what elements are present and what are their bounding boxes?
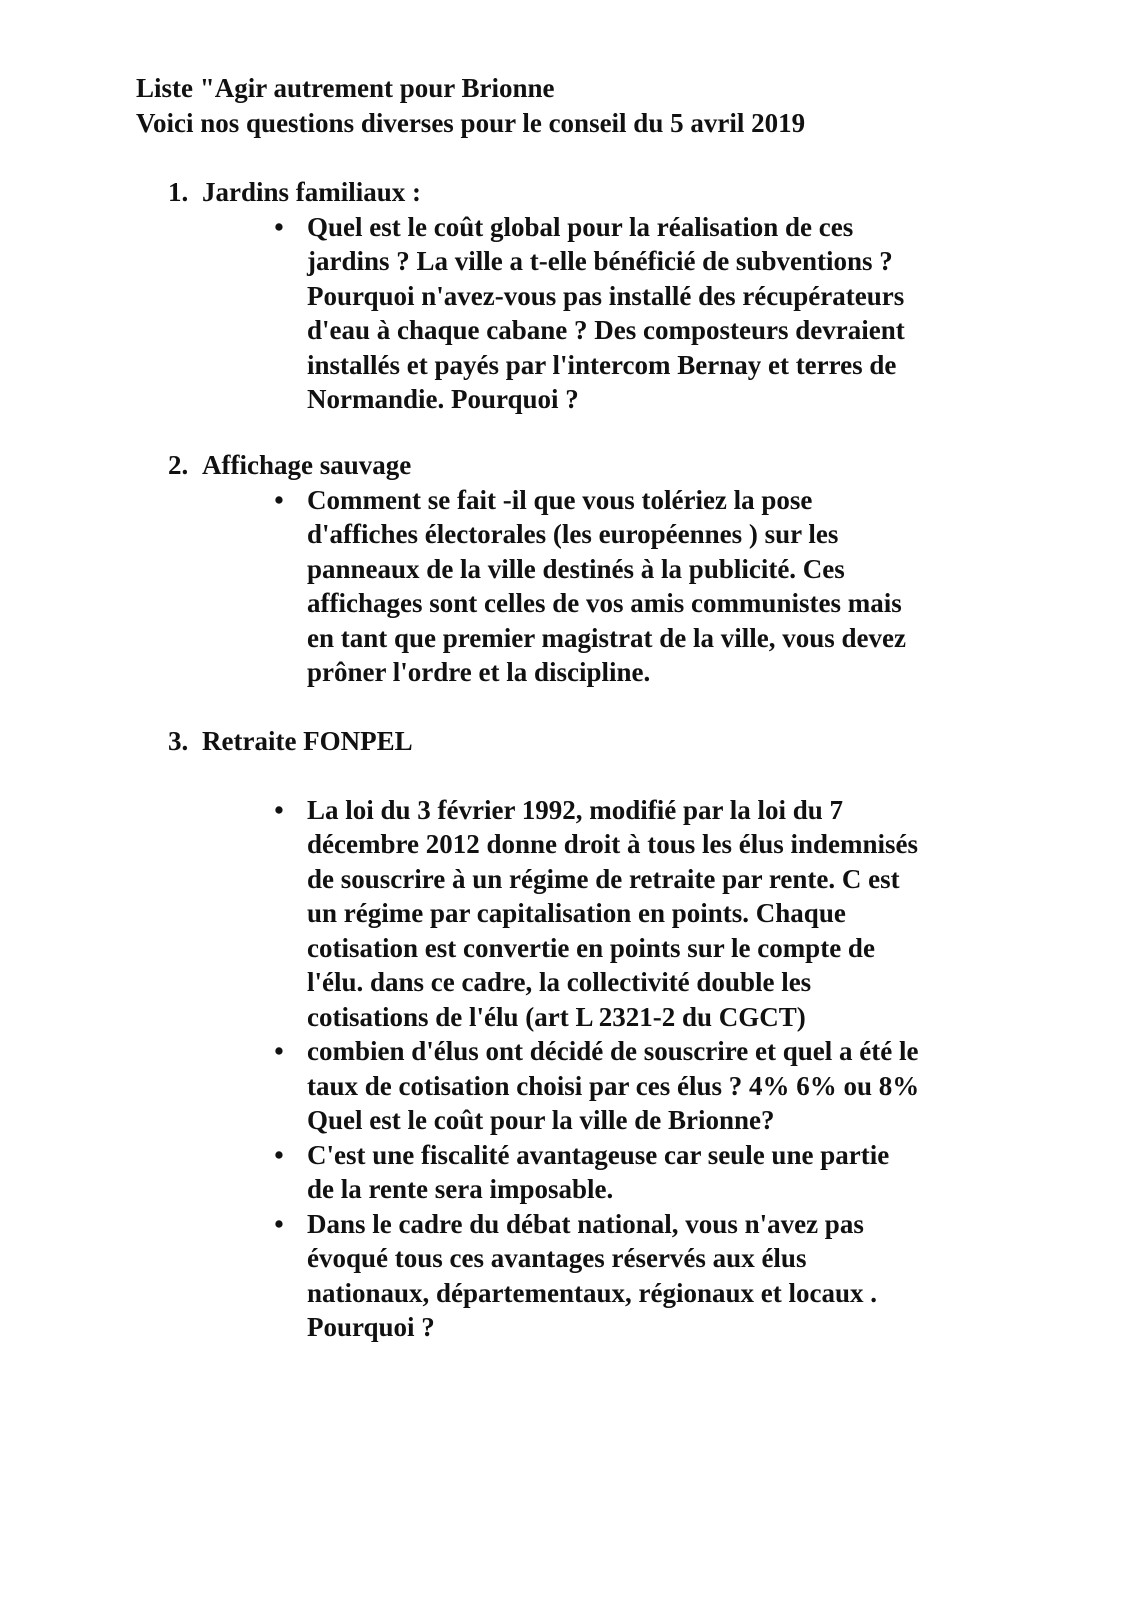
bullet-line: taux de cotisation choisi par ces élus ? 4% 6% ou 8%	[307, 1070, 920, 1101]
bullet-dot-icon: •	[274, 1208, 284, 1239]
section-title: Affichage sauvage	[202, 450, 412, 480]
bullet-line: affichages sont celles de vos amis communistes mais	[307, 588, 902, 618]
bullet-line: Quel est le coût pour la ville de Brionne?	[307, 1105, 775, 1135]
bullet-line: panneaux de la ville destinés à la publicité. Ces	[307, 553, 845, 584]
bullet-line: C'est une fiscalité avantageuse car seule une partie	[307, 1139, 890, 1170]
section-heading	[168, 175, 1068, 210]
bullet-line: Normandie. Pourquoi ?	[307, 384, 579, 414]
bullet-dot-icon: •	[274, 484, 284, 515]
bullet-line: prôner l'ordre et la discipline.	[307, 657, 651, 687]
bullet-dot-icon: •	[274, 211, 284, 242]
bullet-item	[168, 210, 997, 417]
section-retraite-fonpel	[168, 724, 1068, 1345]
section-heading	[168, 448, 1068, 483]
bullet-line: d'eau à chaque cabane ? Des composteurs devraient	[307, 315, 905, 345]
bullet-line: La loi du 3 février 1992, modifié par la loi du 7	[307, 794, 844, 825]
bullet-line: Comment se fait -il que vous tolériez la pose	[307, 484, 813, 515]
bullet-item	[168, 1138, 997, 1207]
bullet-line: décembre 2012 donne droit à tous les élus indemnisés	[307, 829, 919, 859]
bullet-item	[168, 793, 997, 1035]
section-number: 3.	[168, 726, 189, 756]
bullet-dot-icon: •	[274, 1036, 284, 1066]
section-jardins-familiaux	[168, 175, 1068, 417]
bullet-line: Pourquoi ?	[307, 1312, 435, 1342]
bullet-line: combien d'élus ont décidé de souscrire et quel a été le	[307, 1036, 919, 1066]
bullet-line: Quel est le coût global pour la réalisation de ces	[307, 211, 854, 242]
bullet-line: de souscrire à un régime de retraite par rente. C est	[307, 863, 900, 894]
section-title: Jardins familiaux :	[202, 177, 422, 207]
header-line-list-name: Liste "Agir autrement pour Brionne	[136, 73, 555, 103]
section-number: 1.	[168, 177, 189, 207]
bullet-line: Dans le cadre du débat national, vous n'avez pas	[307, 1208, 864, 1239]
bullet-line: nationaux, départementaux, régionaux et locaux .	[307, 1277, 877, 1308]
bullet-line: cotisation est convertie en points sur le compte de	[307, 932, 875, 963]
bullet-list	[168, 210, 1068, 417]
bullet-line: de la rente sera imposable.	[307, 1174, 614, 1204]
bullet-line: d'affiches électorales (les européennes ) sur les	[307, 519, 839, 549]
section-heading	[168, 724, 1068, 759]
section-title: Retraite FONPEL	[202, 726, 413, 756]
bullet-line: Pourquoi n'avez-vous pas installé des récupérateurs	[307, 280, 905, 311]
bullet-list	[168, 793, 1068, 1345]
bullet-dot-icon: •	[274, 794, 284, 825]
header-line-intro: Voici nos questions diverses pour le conseil du 5 avril 2019	[136, 107, 806, 138]
spacer	[168, 759, 1068, 793]
bullet-line: l'élu. dans ce cadre, la collectivité double les	[307, 967, 812, 997]
section-affichage-sauvage	[168, 448, 1068, 690]
bullet-list	[168, 483, 1068, 690]
document-header	[136, 71, 1096, 140]
bullet-line: cotisations de l'élu (art L 2321-2 du CGCT)	[307, 1001, 806, 1032]
section-number: 2.	[168, 450, 189, 480]
bullet-item	[168, 1207, 997, 1345]
bullet-line: installés et payés par l'intercom Bernay et terres de	[307, 349, 897, 380]
bullet-line: jardins ? La ville a t-elle bénéficié de subventions ?	[307, 246, 893, 276]
bullet-item	[168, 483, 997, 690]
bullet-line: un régime par capitalisation en points. Chaque	[307, 898, 846, 928]
bullet-line: en tant que premier magistrat de la ville, vous devez	[307, 622, 906, 653]
bullet-line: évoqué tous ces avantages réservés aux élus	[307, 1243, 807, 1273]
bullet-dot-icon: •	[274, 1139, 284, 1170]
bullet-item	[168, 1034, 997, 1138]
